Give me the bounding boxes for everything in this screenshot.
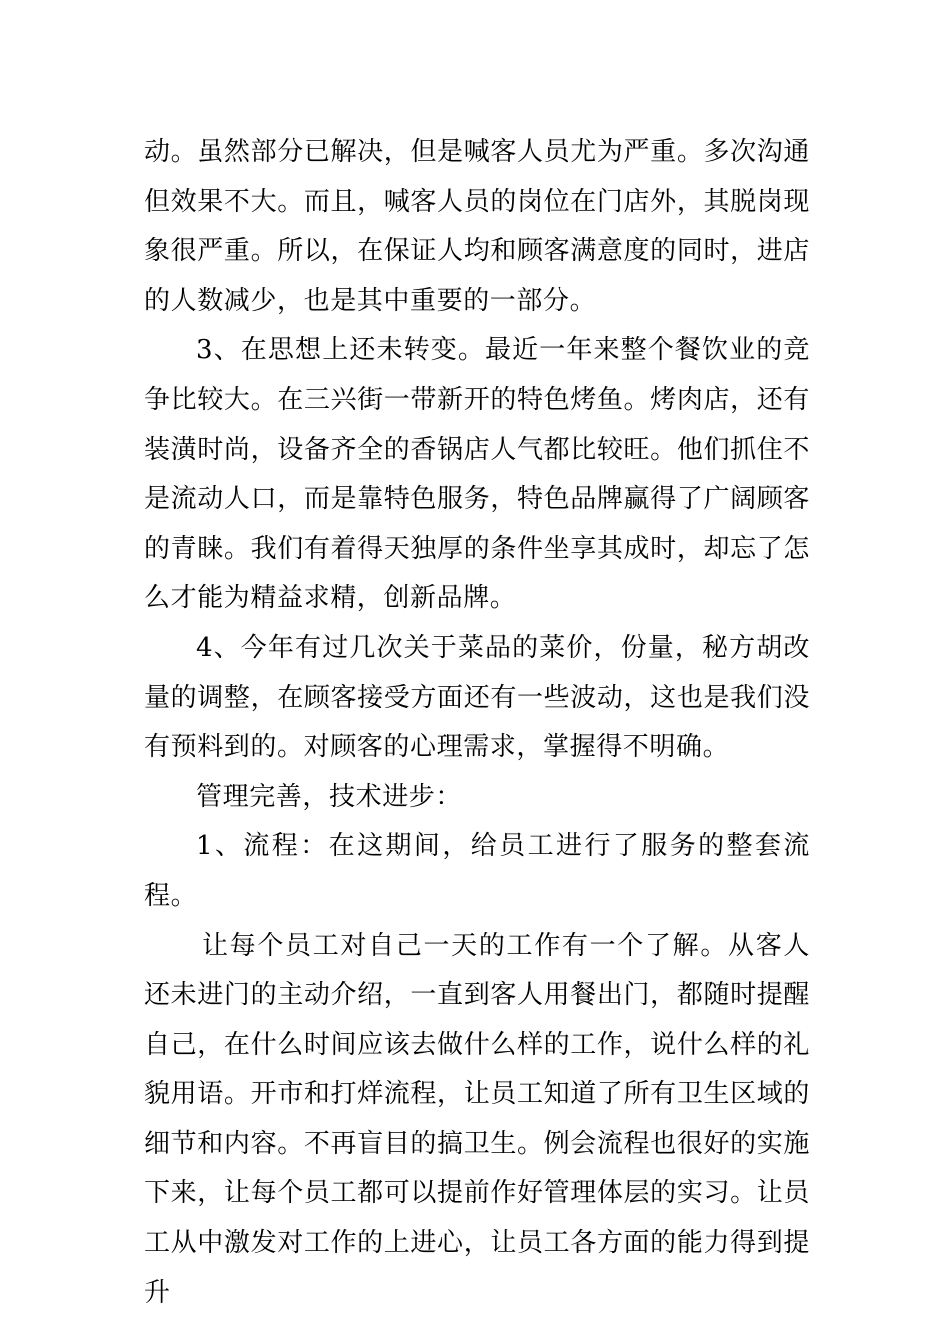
section-heading-management: 管理完善，技术进步： xyxy=(196,781,463,812)
paragraph-continuation: 动。虽然部分已解决，但是喊客人员尤为严重。多次沟通但效果不大。而且，喊客人员的岗位在门店外，其脱岗现象很严重。所以，在保证人均和顾客满意度的同时，进店的人数减少，也是其中重要的一部分。 xyxy=(144,137,810,316)
paragraph-process-1: 1、流程：在这期间，给员工进行了服务的整套流程。 xyxy=(144,831,810,911)
document-body xyxy=(144,128,810,1318)
paragraph-point-3: 3、在思想上还未转变。最近一年来整个餐饮业的竞争比较大。在三兴街一带新开的特色烤鱼。烤肉店，还有装潢时尚，设备齐全的香锅店人气都比较旺。他们抓住不是流动人口，而是靠特色服务，特色品牌赢得了广阔顾客的青睐。我们有着得天独厚的条件坐享其成时，却忘了怎么才能为精益求精，创新品牌。 xyxy=(144,335,810,614)
paragraph-process-detail: 让每个员工对自己一天的工作有一个了解。从客人还未进门的主动介绍，一直到客人用餐出门，都随时提醒自己，在什么时间应该去做什么样的工作，说什么样的礼貌用语。开市和打烊流程，让员工知道了所有卫生区域的细节和内容。不再盲目的搞卫生。例会流程也很好的实施下来，让每个员工都可以提前作好管理体层的实习。让员工从中激发对工作的上进心，让员工各方面的能力得到提升 xyxy=(144,930,810,1308)
paragraph-point-4: 4、今年有过几次关于菜品的菜价，份量，秘方胡改量的调整，在顾客接受方面还有一些波动，这也是我们没有预料到的。对顾客的心理需求，掌握得不明确。 xyxy=(144,632,810,763)
